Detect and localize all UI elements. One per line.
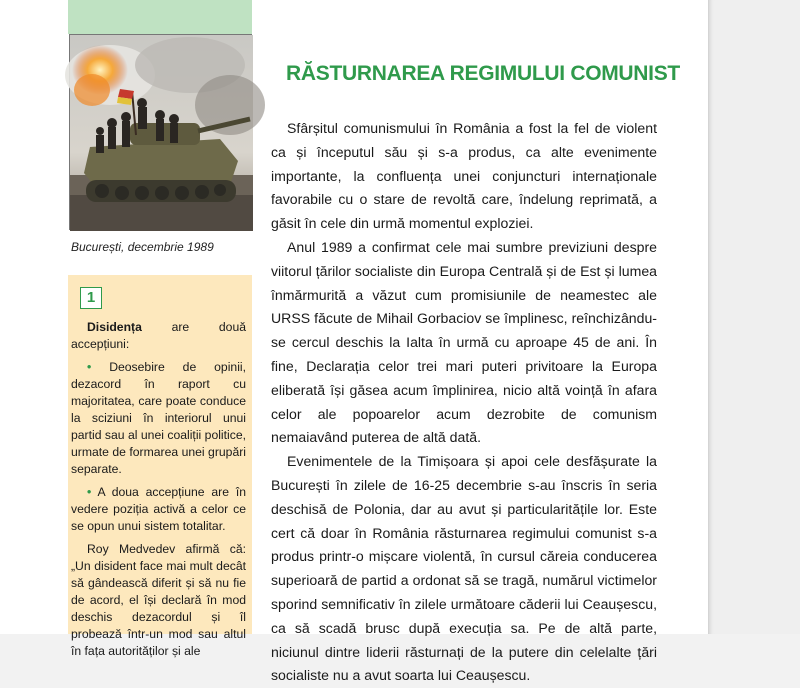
article-title: RĂSTURNAREA REGIMULUI COMUNIST [286, 62, 680, 85]
definition-sidebar [68, 275, 252, 658]
viewer-background [708, 0, 800, 634]
top-color-band [68, 0, 252, 34]
bullet-1-text: Deosebire de opinii, dezacord în raport cu majoritatea, care poate conduce la sciziuni în interiorul unui partid sau al unei coaliții politice, urmate de formarea unei grupări separate. [71, 360, 246, 476]
definition-term: Disidența [87, 320, 142, 334]
article-paragraph-1: Sfârșitul comunismului în România a fost la fel de violent ca și începutul său și s-a produs, ca alte evenimente importante, la confluența unei conjuncturi internaționale favorabile cu o stare de revoltă care, îndelung reprimată, a găsit în cele din urmă momentul exploziei. [271, 120, 657, 232]
bullet-icon: • [87, 485, 92, 499]
definition-bullet-2 [71, 484, 246, 535]
definition-line [71, 319, 246, 353]
photo-caption: București, decembrie 1989 [71, 240, 214, 254]
article-paragraph-3: Evenimentele de la Timișoara și apoi cele desfășurate la București în zilele de 16-25 decembrie s-au înscris în seria deschisă de Polonia, dar au avut și particularitățile lor. Este cert că doar în România răsturnarea regimului comunist s-a produs printr-o mișcare violentă, în cursul căreia conducerea superioară de partid a ordonat să se tragă, numărul victimelor sporind semnificativ în zilele următoare căderii lui Ceaușescu, ca să scadă brusc după execuția sa. Pe de altă parte, niciunul dintre liderii răsturnați de la putere din celelalte țări socialiste nu a avut soarta lui Ceaușescu. [271, 453, 657, 684]
sidebar-text [71, 319, 246, 666]
revolution-photo [69, 34, 252, 230]
medvedev-quote: Roy Medvedev afirmă că: „Un disident face mai mult decât să gândească diferit și să nu fie de acord, el își declară în mod deschis dezacordul și îl probează într-un mod sau altul în fața autorităților și ale [71, 542, 246, 658]
definition-rest: are două accepțiuni: [71, 320, 246, 351]
bullet-icon: • [87, 360, 92, 374]
definition-bullet-1 [71, 359, 246, 478]
bullet-2-text: A doua accepțiune are în vedere poziția activă a celor ce se opun unui sistem totalitar. [71, 485, 247, 533]
source-number-badge: 1 [80, 287, 102, 309]
article-paragraph-2: Anul 1989 a confirmat cele mai sumbre previziuni despre viitorul țărilor socialiste din Europa Centrală și de Est și lumea înmărmurită a văzut cum promisiunile de neamestec ale URSS făcute de Mihail Gorbaciov se împlinesc, reînchizându-se cercul deschis la Ialta în urmă cu aproape 45 de ani. În fine, Declarația celor trei mari puteri privitoare la Europa eliberată își găsea acum împlinirea, nicio altă voință în afara celor ale popoarelor acum dezrobite de comunism nemaiavând puterea de altă dată. [271, 238, 657, 446]
article-body [271, 117, 657, 688]
